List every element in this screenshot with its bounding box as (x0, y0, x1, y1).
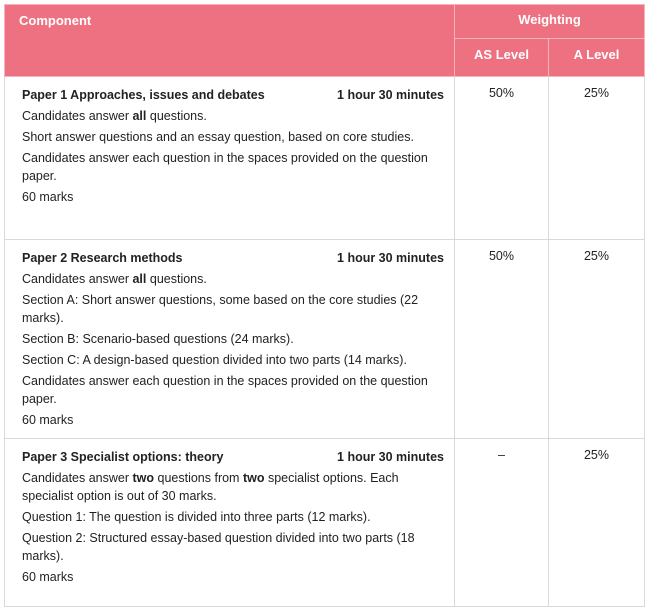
paper-2-a-level: 25% (549, 240, 645, 439)
paper-3-marks: 60 marks (22, 570, 74, 584)
paper-1-line-1 (22, 107, 444, 125)
paper-3-row (5, 439, 645, 607)
paper-2-line-2: Section A: Short answer questions, some based on the core studies (22 marks). (22, 293, 419, 325)
paper-2-description (5, 240, 455, 439)
paper-1-line-2: Short answer questions and an essay question, based on core studies. (22, 130, 414, 144)
paper-3-as-level: – (455, 439, 549, 607)
paper-2-row (5, 240, 645, 439)
a-level-header: A Level (549, 39, 645, 77)
paper-1-as-level: 50% (455, 77, 549, 240)
line-text: Candidates answer (22, 109, 133, 123)
paper-2-line-5: Candidates answer each question in the spaces provided on the question paper. (22, 374, 428, 406)
paper-3-a-level: 25% (549, 439, 645, 607)
paper-2-as-level: 50% (455, 240, 549, 439)
paper-2-line-4: Section C: A design-based question divided into two parts (14 marks). (22, 353, 407, 367)
paper-2-duration: 1 hour 30 minutes (337, 251, 444, 265)
line-bold-text: all (132, 272, 147, 286)
paper-3-line-1 (22, 469, 444, 505)
paper-1-line-3: Candidates answer each question in the spaces provided on the question paper. (22, 151, 428, 183)
line-text: questions. (146, 109, 207, 123)
paper-3-line-2: Question 1: The question is divided into three parts (12 marks). (22, 510, 371, 524)
paper-1-duration: 1 hour 30 minutes (337, 88, 444, 102)
line-text: Candidates answer (22, 471, 133, 485)
paper-2-marks: 60 marks (22, 413, 74, 427)
line-text: specialist options. Each specialist option is out of 30 marks. (22, 471, 399, 503)
paper-1-description (5, 77, 455, 240)
paper-1-marks: 60 marks (22, 190, 74, 204)
component-header: Component (5, 5, 455, 77)
paper-3-line-3: Question 2: Structured essay-based question divided into two parts (18 marks). (22, 531, 415, 563)
paper-2-title: Paper 2 Research methods (22, 251, 183, 265)
paper-3-title: Paper 3 Specialist options: theory (22, 450, 224, 464)
line-bold-text: all (132, 109, 147, 123)
paper-3-duration: 1 hour 30 minutes (337, 450, 444, 464)
paper-1-row (5, 77, 645, 240)
weighting-header: Weighting (455, 5, 645, 39)
paper-2-title-row (22, 249, 444, 267)
paper-3-title-row (22, 448, 444, 466)
line-text: questions from (154, 471, 243, 485)
paper-1-a-level: 25% (549, 77, 645, 240)
paper-1-title: Paper 1 Approaches, issues and debates (22, 88, 265, 102)
line-bold-text: two (242, 471, 265, 485)
assessment-table (4, 4, 645, 607)
paper-2-line-1 (22, 270, 444, 288)
paper-2-line-3: Section B: Scenario-based questions (24 marks). (22, 332, 294, 346)
line-text: Candidates answer (22, 272, 133, 286)
as-level-header: AS Level (455, 39, 549, 77)
line-bold-text: two (132, 471, 155, 485)
paper-1-title-row (22, 86, 444, 104)
line-text: questions. (146, 272, 207, 286)
paper-3-description (5, 439, 455, 607)
